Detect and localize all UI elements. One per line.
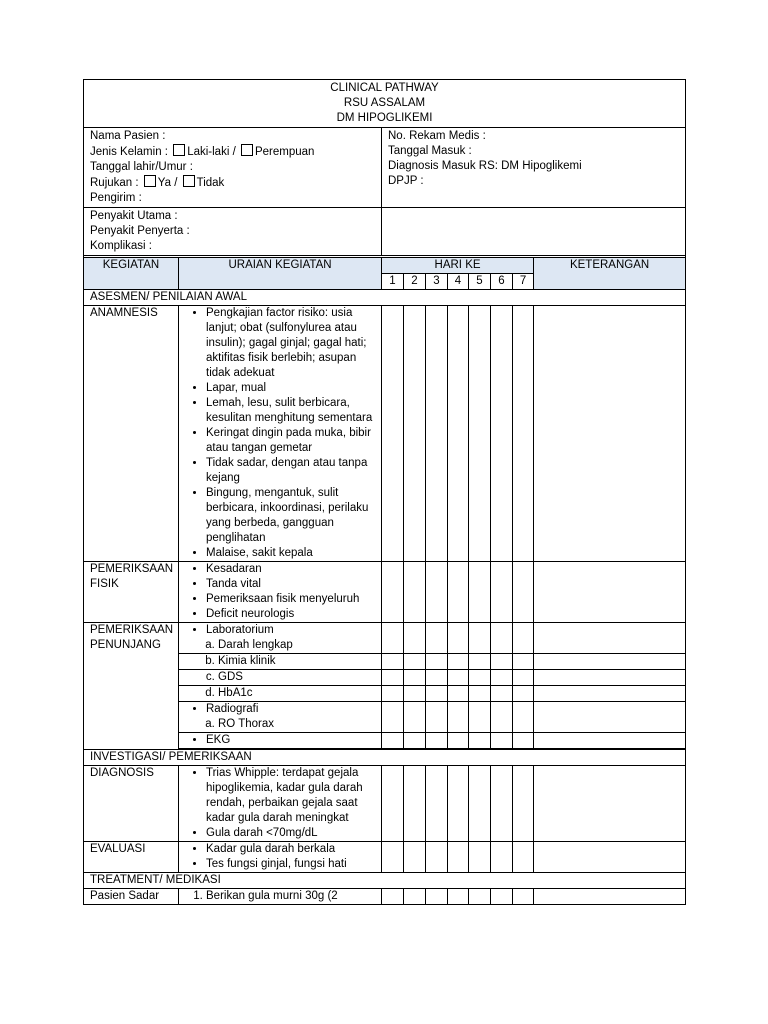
day-cell[interactable] xyxy=(448,654,469,670)
pasien-sadar-list xyxy=(179,889,382,905)
day-cell[interactable] xyxy=(426,670,448,686)
male-checkbox[interactable] xyxy=(173,144,185,156)
day-cell[interactable] xyxy=(469,733,491,749)
day-2: 2 xyxy=(404,274,426,290)
list-item: • Trias Whipple: terdapat gejala hipoglikemia, kadar gula darah rendah, perbaikan gejala saat kadar gula darah meningkat xyxy=(206,766,378,826)
day-cell[interactable] xyxy=(513,623,534,654)
day-cell[interactable] xyxy=(448,889,469,905)
day-cell[interactable] xyxy=(426,623,448,654)
pathway-table xyxy=(83,257,686,905)
day-cell[interactable] xyxy=(426,562,448,623)
list-item: • Pengkajian factor risiko: usia lanjut; obat (sulfonylurea atau insulin); gagal ginjal; gagal hati; aktifitas fisik berlebih; asupan tidak adekuat xyxy=(206,306,378,381)
day-cell[interactable] xyxy=(426,842,448,873)
day-4: 4 xyxy=(448,274,469,290)
day-cell[interactable] xyxy=(448,766,469,842)
day-cell[interactable] xyxy=(469,702,491,733)
title-hospital: RSU ASSALAM xyxy=(343,97,426,109)
penunjang-ekg xyxy=(179,733,382,749)
col-hari-ke: HARI KE xyxy=(382,258,534,274)
day-cell[interactable] xyxy=(404,670,426,686)
list-item: • Pemeriksaan fisik menyeluruh xyxy=(206,592,378,607)
day-cell[interactable] xyxy=(513,686,534,702)
day-cell[interactable] xyxy=(382,623,404,654)
female-label: Perempuan xyxy=(254,146,315,158)
rujukan-tidak-label: Tidak xyxy=(196,177,225,189)
day-cell[interactable] xyxy=(404,702,426,733)
day-cell[interactable] xyxy=(448,670,469,686)
day-cell[interactable] xyxy=(404,889,426,905)
list-item: • EKG xyxy=(206,733,378,748)
section-treatment: TREATMENT/ MEDIKASI xyxy=(84,873,686,889)
day-cell[interactable] xyxy=(448,306,469,562)
day-cell[interactable] xyxy=(448,686,469,702)
day-cell[interactable] xyxy=(382,306,404,562)
day-1: 1 xyxy=(382,274,404,290)
header-table xyxy=(83,79,686,269)
penunjang-gds xyxy=(179,670,382,686)
keterangan-cell[interactable] xyxy=(534,562,686,623)
day-cell[interactable] xyxy=(382,670,404,686)
document-title xyxy=(84,80,686,128)
day-cell[interactable] xyxy=(426,654,448,670)
keterangan-cell[interactable] xyxy=(534,654,686,670)
day-cell[interactable] xyxy=(448,562,469,623)
keterangan-cell[interactable] xyxy=(534,306,686,562)
rekam-medis-field[interactable]: No. Rekam Medis : xyxy=(388,130,486,142)
penunjang-hba1c xyxy=(179,686,382,702)
label-anamnesis: ANAMNESIS xyxy=(84,306,179,562)
male-label: Laki-laki / xyxy=(187,146,236,158)
label-pasien-sadar: Pasien Sadar xyxy=(84,889,179,905)
day-cell[interactable] xyxy=(426,733,448,749)
day-cell[interactable] xyxy=(404,842,426,873)
list-item: c. GDS xyxy=(218,670,378,685)
list-item: • Lemah, lesu, sulit berbicara, kesulitan menghitung sementara xyxy=(206,396,378,426)
komplikasi-field[interactable]: Komplikasi : xyxy=(90,240,152,252)
day-cell[interactable] xyxy=(491,766,513,842)
list-item: • Malaise, sakit kepala xyxy=(206,546,378,561)
keterangan-cell[interactable] xyxy=(534,766,686,842)
jenis-kelamin-label: Jenis Kelamin : xyxy=(90,146,168,158)
list-item: • Bingung, mengantuk, sulit berbicara, inkoordinasi, perilaku yang berbeda, gangguan penglihatan xyxy=(206,486,378,546)
day-cell[interactable] xyxy=(513,702,534,733)
list-item: • Kadar gula darah berkala xyxy=(206,842,378,857)
day-cell[interactable] xyxy=(382,842,404,873)
penyakit-penyerta-field[interactable]: Penyakit Penyerta : xyxy=(90,225,190,237)
penunjang-radiografi xyxy=(179,702,382,733)
day-cell[interactable] xyxy=(426,306,448,562)
day-cell[interactable] xyxy=(426,766,448,842)
day-cell[interactable] xyxy=(491,842,513,873)
list-item: • Tanda vital xyxy=(206,577,378,592)
label-evaluasi: EVALUASI xyxy=(84,842,179,873)
penunjang-kimia xyxy=(179,654,382,670)
day-cell[interactable] xyxy=(469,686,491,702)
day-3: 3 xyxy=(426,274,448,290)
day-cell[interactable] xyxy=(404,654,426,670)
day-cell[interactable] xyxy=(404,733,426,749)
list-item: • Laboratorium xyxy=(206,623,378,638)
label-penunjang: PEMERIKSAAN PENUNJANG xyxy=(84,623,179,750)
day-cell[interactable] xyxy=(491,733,513,749)
keterangan-cell[interactable] xyxy=(534,889,686,905)
day-cell[interactable] xyxy=(469,889,491,905)
list-item: • Lapar, mual xyxy=(206,381,378,396)
day-cell[interactable] xyxy=(513,842,534,873)
section-asesmen: ASESMEN/ PENILAIAN AWAL xyxy=(84,290,686,306)
list-item: 1. Berikan gula murni 30g (2 xyxy=(206,889,378,904)
keterangan-cell[interactable] xyxy=(534,842,686,873)
day-cell[interactable] xyxy=(491,623,513,654)
day-cell[interactable] xyxy=(469,766,491,842)
day-cell[interactable] xyxy=(491,562,513,623)
day-cell[interactable] xyxy=(448,733,469,749)
list-item: • Deficit neurologis xyxy=(206,607,378,622)
day-cell[interactable] xyxy=(382,889,404,905)
day-cell[interactable] xyxy=(404,766,426,842)
day-cell[interactable] xyxy=(491,702,513,733)
day-cell[interactable] xyxy=(404,623,426,654)
day-cell[interactable] xyxy=(382,654,404,670)
day-cell[interactable] xyxy=(513,766,534,842)
keterangan-cell[interactable] xyxy=(534,702,686,733)
day-cell[interactable] xyxy=(448,842,469,873)
list-item: • Gula darah <70mg/dL xyxy=(206,826,378,841)
label-pemeriksaan-fisik: PEMERIKSAAN FISIK xyxy=(84,562,179,623)
patient-info-right xyxy=(382,128,686,208)
tanggal-masuk-field[interactable]: Tanggal Masuk : xyxy=(388,145,472,157)
day-cell[interactable] xyxy=(469,623,491,654)
day-7: 7 xyxy=(513,274,534,290)
day-cell[interactable] xyxy=(426,686,448,702)
day-cell[interactable] xyxy=(404,686,426,702)
diagnosis-masuk-field: Diagnosis Masuk RS: DM Hipoglikemi xyxy=(388,160,582,172)
pengirim-field[interactable]: Pengirim : xyxy=(90,192,142,204)
day-cell[interactable] xyxy=(404,306,426,562)
day-cell[interactable] xyxy=(382,702,404,733)
rujukan-tidak-checkbox[interactable] xyxy=(183,175,195,187)
day-cell[interactable] xyxy=(382,766,404,842)
female-checkbox[interactable] xyxy=(241,144,253,156)
day-cell[interactable] xyxy=(469,562,491,623)
day-cell[interactable] xyxy=(404,562,426,623)
day-cell[interactable] xyxy=(426,702,448,733)
dpjp-field[interactable]: DPJP : xyxy=(388,175,424,187)
list-item: • Radiografi xyxy=(206,702,378,717)
list-item: • Keringat dingin pada muka, bibir atau tangan gemetar xyxy=(206,426,378,456)
rujukan-label: Rujukan : xyxy=(90,177,139,189)
pemeriksaan-fisik-list xyxy=(179,562,382,623)
day-6: 6 xyxy=(491,274,513,290)
list-item: a. Darah lengkap xyxy=(218,638,378,653)
day-cell[interactable] xyxy=(382,733,404,749)
label-diagnosis: DIAGNOSIS xyxy=(84,766,179,842)
nama-pasien-field[interactable]: Nama Pasien : xyxy=(90,130,166,142)
patient-info-left xyxy=(84,128,382,208)
evaluasi-list xyxy=(179,842,382,873)
title-diagnosis: DM HIPOGLIKEMI xyxy=(336,112,433,124)
keterangan-cell[interactable] xyxy=(534,623,686,654)
rujukan-field xyxy=(90,175,375,191)
day-cell[interactable] xyxy=(469,842,491,873)
penyakit-utama-field[interactable]: Penyakit Utama : xyxy=(90,210,178,222)
keterangan-cell[interactable] xyxy=(534,733,686,749)
keterangan-cell[interactable] xyxy=(534,686,686,702)
day-cell[interactable] xyxy=(469,306,491,562)
day-cell[interactable] xyxy=(513,654,534,670)
day-cell[interactable] xyxy=(491,889,513,905)
list-item: b. Kimia klinik xyxy=(218,654,378,669)
section-investigasi: INVESTIGASI/ PEMERIKSAAN xyxy=(84,750,686,766)
day-cell[interactable] xyxy=(513,306,534,562)
day-cell[interactable] xyxy=(426,889,448,905)
day-cell[interactable] xyxy=(491,670,513,686)
day-cell[interactable] xyxy=(491,306,513,562)
day-cell[interactable] xyxy=(513,733,534,749)
col-keterangan: KETERANGAN xyxy=(534,258,686,290)
col-kegiatan: KEGIATAN xyxy=(84,258,179,290)
day-cell[interactable] xyxy=(513,670,534,686)
day-cell[interactable] xyxy=(382,562,404,623)
jenis-kelamin-field xyxy=(90,144,375,160)
day-cell[interactable] xyxy=(448,702,469,733)
list-item: • Tidak sadar, dengan atau tanpa kejang xyxy=(206,456,378,486)
penunjang-lab xyxy=(179,623,382,654)
rujukan-ya-label: Ya / xyxy=(157,177,178,189)
title-clinical-pathway: CLINICAL PATHWAY xyxy=(330,82,439,94)
day-cell[interactable] xyxy=(491,654,513,670)
diagnosis-list xyxy=(179,766,382,842)
day-cell[interactable] xyxy=(513,562,534,623)
list-item: a. RO Thorax xyxy=(218,717,378,732)
anamnesis-list xyxy=(179,306,382,562)
day-cell[interactable] xyxy=(469,670,491,686)
penyakit-info xyxy=(84,208,382,256)
day-cell[interactable] xyxy=(448,623,469,654)
day-cell[interactable] xyxy=(491,686,513,702)
col-uraian: URAIAN KEGIATAN xyxy=(179,258,382,290)
list-item: d. HbA1c xyxy=(218,686,378,701)
day-cell[interactable] xyxy=(382,686,404,702)
keterangan-cell[interactable] xyxy=(534,670,686,686)
rujukan-ya-checkbox[interactable] xyxy=(144,175,156,187)
day-5: 5 xyxy=(469,274,491,290)
list-item: • Kesadaran xyxy=(206,562,378,577)
day-cell[interactable] xyxy=(469,654,491,670)
tanggal-lahir-field[interactable]: Tanggal lahir/Umur : xyxy=(90,161,193,173)
penyakit-info-right xyxy=(382,208,686,256)
list-item: • Tes fungsi ginjal, fungsi hati xyxy=(206,857,378,872)
day-cell[interactable] xyxy=(513,889,534,905)
